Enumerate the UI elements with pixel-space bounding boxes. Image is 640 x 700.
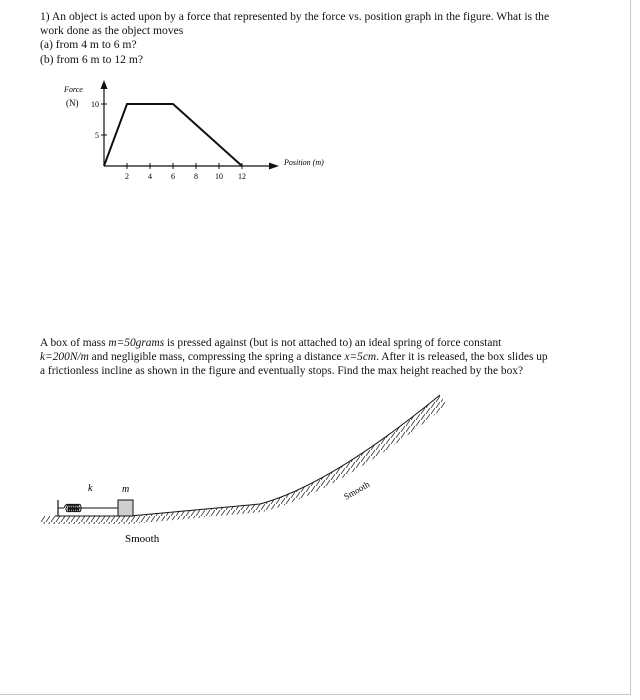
problem-2-text [40,336,615,379]
y-tick-label: 10 [91,100,99,109]
y-axis-arrow [101,80,108,89]
track-surface [55,395,440,516]
x-tick-label: 10 [215,172,223,181]
x-tick-label: 12 [238,172,246,181]
spring [58,504,118,512]
problem-1-line-1: 1) An object is acted upon by a force that represented by the force vs. position graph in the figure. What is the [40,10,550,23]
box [118,500,133,516]
x-axis-arrow [269,163,279,170]
force-position-graph [0,0,640,200]
x-tick-label: 4 [148,172,152,181]
smooth-incline-label: Smooth [342,479,372,502]
spring-incline-figure [0,380,640,580]
problem-2-line-1: A box of mass m=50grams is pressed against (but is not attached to) an ideal spring of force constant [40,337,502,349]
problem-2-line-2: k=200N/m and negligible mass, compressing the spring a distance x=5cm. After it is released, the box slides up [40,351,548,364]
y-axis-label-force: Force [64,85,83,94]
mass-label: m [122,484,130,495]
ground-hatching [40,395,447,524]
problem-1-part-b: (b) from 6 m to 12 m? [40,52,144,66]
x-tick-label: 2 [125,172,129,181]
y-tick-label: 5 [95,131,99,140]
problem-1-line-2: work done as the object moves [40,24,184,38]
problem-1-part-a: (a) from 4 m to 6 m? [40,38,137,52]
force-curve [104,104,242,166]
y-axis-label-unit: (N) [66,98,79,108]
x-axis-label: Position (m) [284,158,324,167]
smooth-floor-label: Smooth [125,533,160,545]
x-tick-label: 6 [171,172,175,181]
spring-constant-label: k [88,483,93,494]
problem-2-line-3: a frictionless incline as shown in the figure and eventually stops. Find the max height reached by the box? [40,365,524,378]
x-tick-label: 8 [194,172,198,181]
